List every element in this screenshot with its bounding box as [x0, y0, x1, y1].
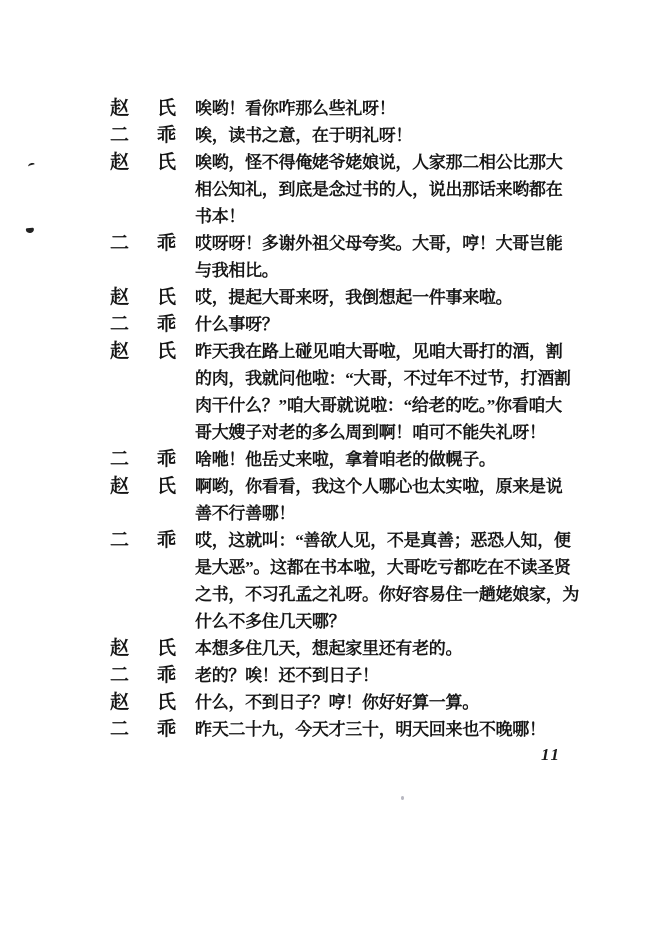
speaker-name: [110, 338, 176, 365]
speaker-name: [110, 527, 176, 554]
speaker-name-char: 乖: [156, 449, 176, 470]
play-script-dialogue: [110, 95, 579, 743]
dialogue-line: 肉干什么？”咱大哥就说啦：“给老的吃。”你看咱大: [195, 396, 562, 415]
speaker-name: [110, 716, 176, 743]
speech-row: [110, 635, 579, 662]
speaker-name-char: 二: [110, 449, 130, 470]
speaker-name-char: 氏: [156, 638, 176, 659]
speaker-name-char: 乖: [156, 233, 176, 254]
dialogue-line: 与我相比。: [195, 261, 279, 280]
ink-speck: [401, 796, 404, 800]
dialogue-line: 是大恶”。这都在书本啦，大哥吃亏都吃在不读圣贤: [195, 558, 571, 577]
speaker-name: [110, 284, 176, 311]
speaker-name-char: 乖: [156, 719, 176, 740]
speech-row: [110, 149, 579, 230]
speaker-name-char: 氏: [156, 341, 176, 362]
speaker-name-char: 乖: [156, 530, 176, 551]
dialogue-line: 昨天我在路上碰见咱大哥啦，见咱大哥打的酒，割: [195, 342, 563, 361]
dialogue-line: 啥咃！他岳丈来啦，拿着咱老的做幌子。: [195, 450, 496, 469]
speaker-name: [110, 122, 176, 149]
speaker-name-char: 氏: [156, 152, 176, 173]
speech-row: [110, 122, 579, 149]
speech-lines: [195, 473, 562, 527]
speech-lines: [195, 527, 579, 635]
speaker-name-char: 二: [110, 719, 130, 740]
dialogue-line: 昨天二十九，今天才三十，明天回来也不晚哪！: [195, 720, 546, 739]
speaker-name: [110, 635, 176, 662]
speaker-name-char: 赵: [110, 152, 130, 173]
speaker-name-char: 二: [110, 233, 130, 254]
speaker-name-char: 赵: [110, 287, 130, 308]
speech-lines: [195, 635, 462, 662]
speaker-name-char: 赵: [110, 638, 130, 659]
dialogue-line: 老的？唉！还不到日子！: [195, 666, 379, 685]
speech-row: [110, 95, 579, 122]
speaker-name-char: 赵: [110, 692, 130, 713]
speech-row: [110, 338, 579, 446]
dialogue-line: 哎，提起大哥来呀，我倒想起一件事来啦。: [195, 288, 513, 307]
dialogue-line: 唉，读书之意，在于明礼呀！: [195, 126, 413, 145]
speech-row: [110, 473, 579, 527]
speaker-name: [110, 95, 176, 122]
speech-row: [110, 284, 579, 311]
speech-row: [110, 527, 579, 635]
dialogue-line: 本想多住几天，想起家里还有老的。: [195, 639, 463, 658]
dialogue-line: 啊哟，你看看，我这个人哪心也太实啦，原来是说: [195, 477, 563, 496]
speech-lines: [195, 95, 395, 122]
speaker-name: [110, 311, 176, 338]
speaker-name-char: 赵: [110, 341, 130, 362]
speech-lines: [195, 662, 379, 689]
speech-row: [110, 662, 579, 689]
speech-lines: [195, 338, 571, 446]
speech-lines: [195, 149, 562, 230]
dialogue-line: 唉哟，怪不得俺姥爷姥娘说，人家那二相公比那大: [195, 153, 563, 172]
speaker-name: [110, 689, 176, 716]
speaker-name-char: 氏: [156, 98, 176, 119]
speaker-name-char: 二: [110, 314, 130, 335]
dialogue-line: 什么事呀？: [195, 315, 279, 334]
speaker-name-char: 赵: [110, 98, 130, 119]
speech-lines: [195, 122, 412, 149]
speaker-name-char: 氏: [156, 692, 176, 713]
speaker-name-char: 乖: [156, 665, 176, 686]
speech-lines: [195, 284, 512, 311]
speaker-name: [110, 149, 176, 176]
speaker-name-char: 二: [110, 125, 130, 146]
speech-row: [110, 716, 579, 743]
dialogue-line: 善不行善哪！: [195, 504, 296, 523]
speech-lines: [195, 446, 496, 473]
speaker-name-char: 氏: [156, 287, 176, 308]
speaker-name: [110, 446, 176, 473]
speaker-name-char: 乖: [156, 314, 176, 335]
dialogue-line: 什么，不到日子？哼！你好好算一算。: [195, 693, 479, 712]
speech-row: [110, 311, 579, 338]
speech-row: [110, 446, 579, 473]
ink-speck: [28, 162, 36, 168]
speaker-name-char: 氏: [156, 476, 176, 497]
speech-lines: [195, 716, 546, 743]
page-number: 11: [541, 745, 562, 764]
speech-lines: [195, 230, 562, 284]
speaker-name-char: 二: [110, 530, 130, 551]
speech-row: [110, 230, 579, 284]
speaker-name: [110, 662, 176, 689]
dialogue-line: 之书，不习孔孟之礼呀。你好容易住一趟姥娘家，为: [195, 585, 580, 604]
speech-lines: [195, 689, 479, 716]
dialogue-line: 的肉，我就问他啦：“大哥，不过年不过节，打酒割: [195, 369, 571, 388]
speaker-name: [110, 473, 176, 500]
dialogue-line: 哥大嫂子对老的多么周到啊！咱可不能失礼呀！: [195, 423, 546, 442]
dialogue-line: 书本！: [195, 207, 246, 226]
speech-lines: [195, 311, 279, 338]
speaker-name-char: 赵: [110, 476, 130, 497]
speaker-name-char: 二: [110, 665, 130, 686]
dialogue-line: 哎呀呀！多谢外祖父母夸奖。大哥，哼！大哥岂能: [195, 234, 563, 253]
speaker-name: [110, 230, 176, 257]
speech-row: [110, 689, 579, 716]
dialogue-line: 哎，这就叫：“善欲人见，不是真善；恶恐人知，便: [195, 531, 571, 550]
speaker-name-char: 乖: [156, 125, 176, 146]
dialogue-line: 唉哟！看你咋那么些礼呀！: [195, 99, 396, 118]
ink-speck: [26, 228, 34, 234]
dialogue-line: 相公知礼，到底是念过书的人，说出那话来哟都在: [195, 180, 563, 199]
dialogue-line: 什么不多住几天哪？: [195, 612, 346, 631]
